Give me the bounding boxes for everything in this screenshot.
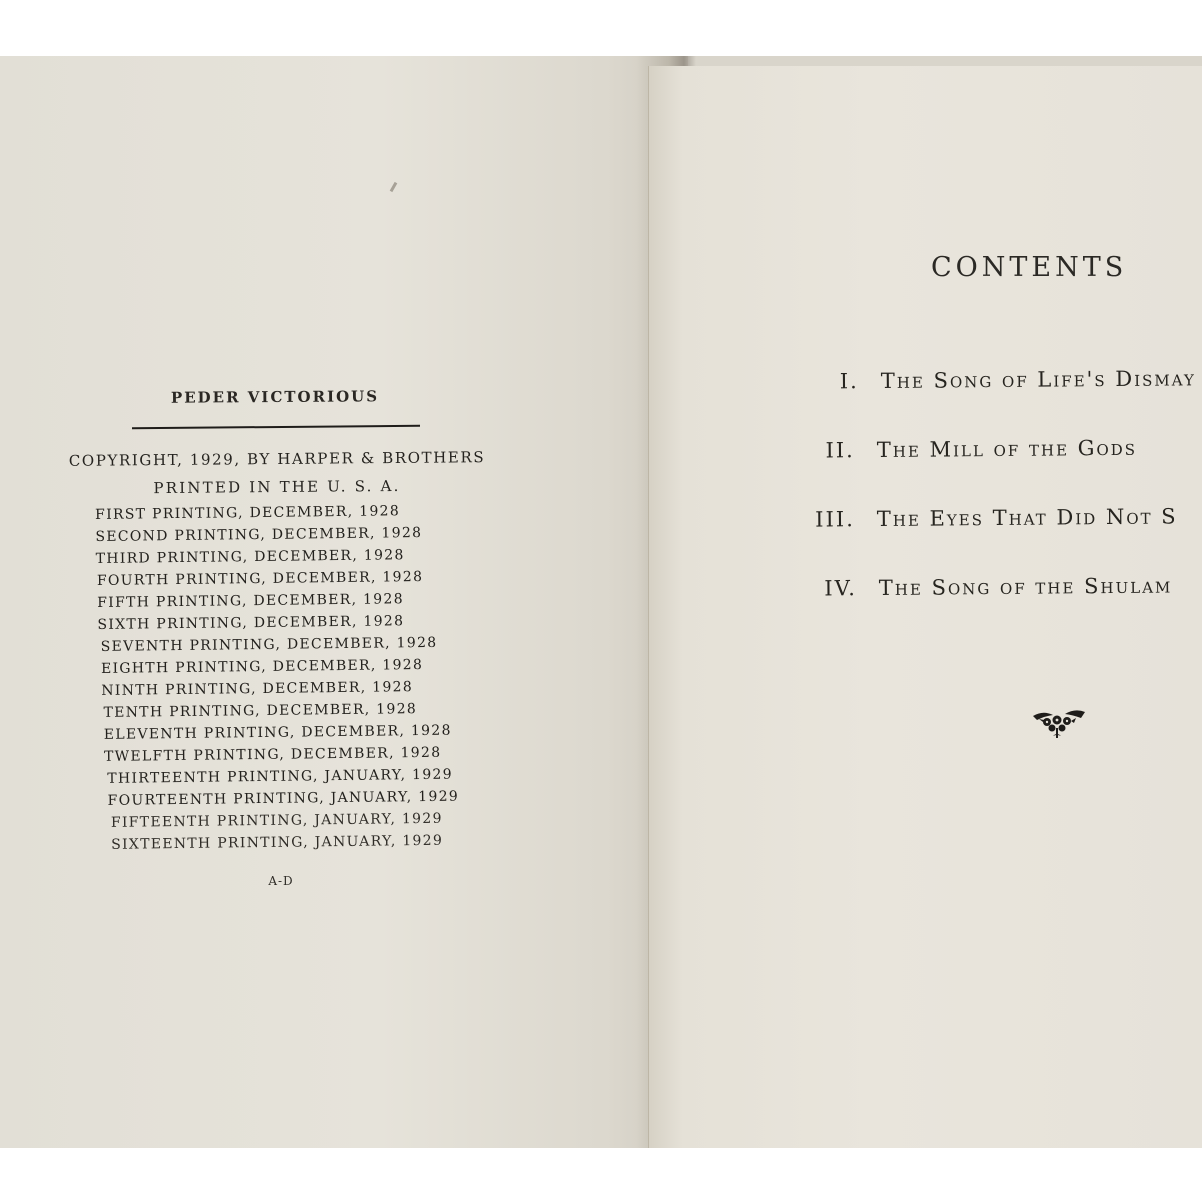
printing-entry: SIXTEENTH PRINTING, JANUARY, 1929 [111,832,444,853]
toc-entry-number: II. [825,438,855,463]
toc-entry-number: IV. [824,576,857,601]
title-rule [132,425,420,430]
book-title: PEDER VICTORIOUS [170,387,380,407]
printing-entry: NINTH PRINTING, DECEMBER, 1928 [101,679,414,699]
toc-entry-number: I. [839,369,859,394]
printing-entry: EIGHTH PRINTING, DECEMBER, 1928 [100,657,424,677]
print-code: A-D [268,874,294,888]
toc-entry-title: The Eyes That Did Not S [876,504,1178,532]
toc-entry-title: The Mill of the Gods [876,435,1138,463]
toc-entry-title: The Song of the Shulam [878,573,1173,601]
table-of-contents [797,366,1196,644]
printing-entry: FIFTH PRINTING, DECEMBER, 1928 [97,591,404,611]
printing-entry: FIRST PRINTING, DECEMBER, 1928 [95,503,401,523]
toc-entry-title: The Song of Life's Dismay [880,366,1196,394]
toc-entry [799,573,1195,645]
printing-entry: FIFTEENTH PRINTING, JANUARY, 1929 [110,810,443,831]
toc-entry-number: III. [815,507,855,532]
contents-heading: CONTENTS [931,252,1128,283]
printing-entry: FOURTH PRINTING, DECEMBER, 1928 [96,568,424,589]
toc-entry [801,366,1197,438]
printing-entry: SECOND PRINTING, DECEMBER, 1928 [95,525,423,545]
book-photo [0,56,1202,1148]
toc-entry [797,504,1193,576]
left-page [0,56,688,1148]
toc-entry [797,435,1193,507]
printing-entry: TENTH PRINTING, DECEMBER, 1928 [103,701,418,721]
printing-history-list [95,499,519,856]
printing-entry: THIRTEENTH PRINTING, JANUARY, 1929 [107,766,454,787]
paper-speck [390,182,398,192]
printing-entry: FOURTEENTH PRINTING, JANUARY, 1929 [107,788,460,809]
printing-entry: ELEVENTH PRINTING, DECEMBER, 1928 [103,722,452,743]
printing-entry: TWELFTH PRINTING, DECEMBER, 1928 [103,744,442,765]
printing-entry: SIXTH PRINTING, DECEMBER, 1928 [97,613,405,633]
printed-in-line: PRINTED IN THE U. S. A. [153,476,401,498]
right-page [648,66,1202,1148]
printing-entry: THIRD PRINTING, DECEMBER, 1928 [95,547,405,567]
copyright-line: COPYRIGHT, 1929, BY HARPER & BROTHERS [68,448,486,470]
printing-entry: SEVENTH PRINTING, DECEMBER, 1928 [100,634,438,655]
floral-ornament-icon [1031,706,1087,746]
